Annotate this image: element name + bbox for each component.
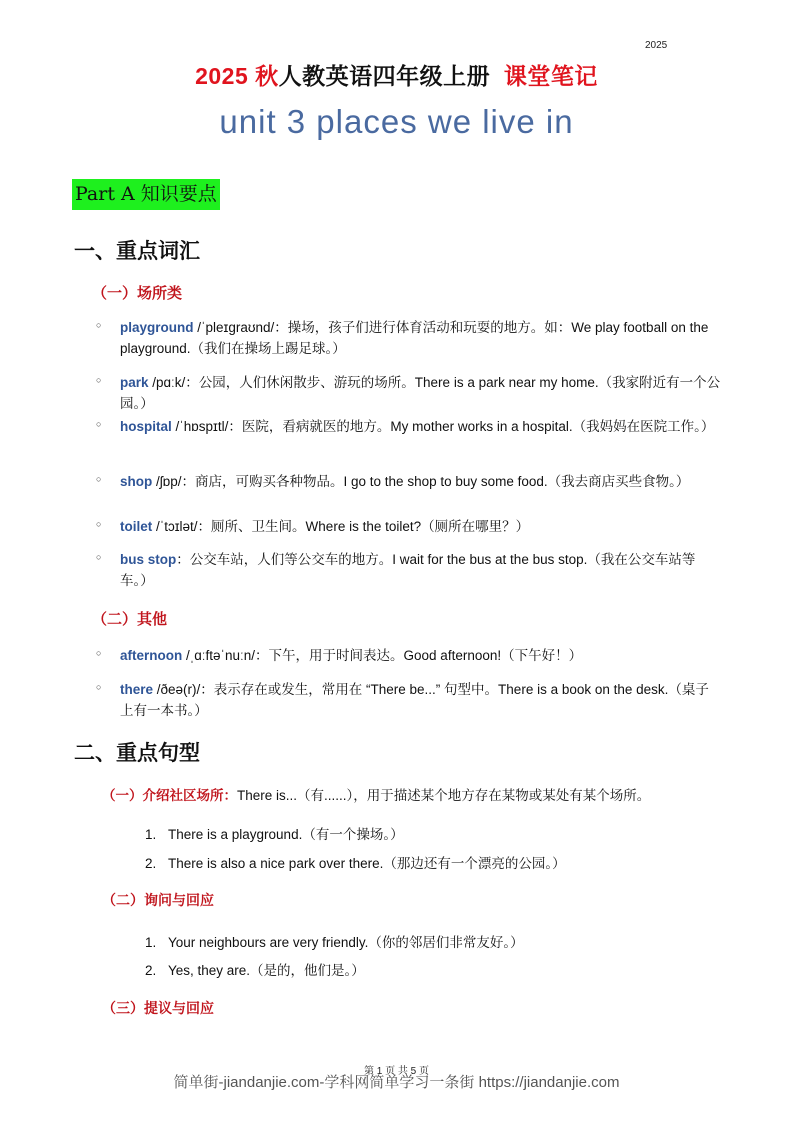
vocab-definition: ：公交车站，人们等公交车的地方。I wait for the bus at the bus stop.（我在公交车站等车。） bbox=[120, 552, 696, 588]
vocab-definition: /ʃɒp/：商店，可购买各种物品。I go to the shop to buy some food.（我去商店买些食物。） bbox=[152, 474, 690, 489]
vocab-item bbox=[96, 471, 721, 492]
example-sentence: Yes, they are.（是的，他们是。） bbox=[168, 963, 365, 978]
vocab-word: toilet bbox=[120, 519, 153, 534]
vocab-word: there bbox=[120, 682, 154, 697]
vocab-word: bus stop bbox=[120, 552, 177, 567]
subsection-ask-heading: （二）询问与回应 bbox=[102, 892, 214, 908]
footer-link[interactable]: 简单街-jiandanjie.com-学科网简单学习一条街 https://jiandanjie.com bbox=[173, 1074, 620, 1091]
vocab-word: hospital bbox=[120, 419, 172, 434]
subsection-other-heading: （二）其他 bbox=[92, 611, 168, 628]
example-sentence: There is a playground.（有一个操场。） bbox=[168, 827, 404, 842]
vocab-item bbox=[96, 645, 721, 666]
list-item bbox=[145, 959, 365, 979]
example-sentence: Your neighbours are very friendly.（你的邻居们非常友好。） bbox=[168, 935, 524, 950]
vocab-word: afternoon bbox=[120, 648, 183, 663]
sentence-pattern-intro bbox=[102, 784, 650, 804]
page-number: 第 1 页 共 5 页 bbox=[363, 1066, 429, 1077]
title-book: 人教英语四年级上册 bbox=[278, 63, 491, 89]
bullet-icon: ○ bbox=[96, 648, 102, 658]
vocab-definition: /ðeə(r)/：表示存在或发生，常用在 “There be...” 句型中。There is a book on the desk.（桌子上有一本书。） bbox=[120, 682, 709, 718]
unit-title: unit 3 places we live in bbox=[219, 103, 574, 140]
list-number: 1. bbox=[145, 827, 157, 842]
vocab-item bbox=[96, 372, 721, 414]
vocab-word: playground bbox=[120, 320, 194, 335]
vocab-item bbox=[96, 516, 721, 537]
vocab-definition: /ˈtɔɪlət/：厕所、卫生间。Where is the toilet?（厕所在哪里？） bbox=[152, 519, 530, 534]
example-sentence: There is also a nice park over there.（那边还有一个漂亮的公园。） bbox=[168, 856, 566, 871]
bullet-icon: ○ bbox=[96, 682, 102, 692]
section-vocabulary-heading: 一、重点词汇 bbox=[74, 238, 200, 263]
part-a-heading: Part A 知识要点 bbox=[72, 179, 220, 210]
vocab-definition: /ˈpleɪɡraʊnd/：操场，孩子们进行体育活动和玩耍的地方。如：We play football on the playground.（我们在操场上踢足球。） bbox=[120, 320, 709, 356]
list-item bbox=[145, 852, 566, 872]
year-label: 2025 bbox=[645, 40, 668, 51]
bullet-icon: ○ bbox=[96, 519, 102, 529]
vocab-word: park bbox=[120, 375, 149, 390]
vocab-definition: /ˌɑːftəˈnuːn/：下午，用于时间表达。Good afternoon!（下午好！） bbox=[182, 648, 583, 663]
bullet-icon: ○ bbox=[96, 375, 102, 385]
bullet-icon: ○ bbox=[96, 320, 102, 330]
vocab-item bbox=[96, 679, 721, 721]
page-title bbox=[0, 58, 793, 91]
list-number: 1. bbox=[145, 935, 157, 950]
vocab-definition: /ˈhɒspɪtl/：医院，看病就医的地方。My mother works in a hospital.（我妈妈在医院工作。） bbox=[171, 419, 715, 434]
section-sentences-heading: 二、重点句型 bbox=[74, 740, 200, 765]
title-notes: 课堂笔记 bbox=[503, 63, 598, 89]
bullet-icon: ○ bbox=[96, 419, 102, 429]
vocab-item bbox=[96, 549, 721, 591]
subsection-introduce-heading: （一）介绍社区场所： bbox=[102, 788, 237, 803]
vocab-item bbox=[96, 416, 721, 437]
vocab-word: shop bbox=[120, 474, 153, 489]
bullet-icon: ○ bbox=[96, 552, 102, 562]
sentence-pattern-desc: There is...（有......），用于描述某个地方存在某物或某处有某个场所。 bbox=[237, 788, 651, 803]
vocab-item bbox=[96, 317, 721, 359]
subsection-places-heading: （一）场所类 bbox=[92, 285, 183, 302]
list-number: 2. bbox=[145, 963, 157, 978]
list-item bbox=[145, 823, 404, 843]
vocab-definition: /pɑːk/：公园，人们休闲散步、游玩的场所。There is a park near my home.（我家附近有一个公园。） bbox=[120, 375, 721, 411]
title-year: 2025 秋 bbox=[195, 63, 279, 89]
bullet-icon: ○ bbox=[96, 474, 102, 484]
list-item bbox=[145, 931, 524, 951]
subsection-suggest-heading: （三）提议与回应 bbox=[102, 1000, 214, 1016]
list-number: 2. bbox=[145, 856, 157, 871]
